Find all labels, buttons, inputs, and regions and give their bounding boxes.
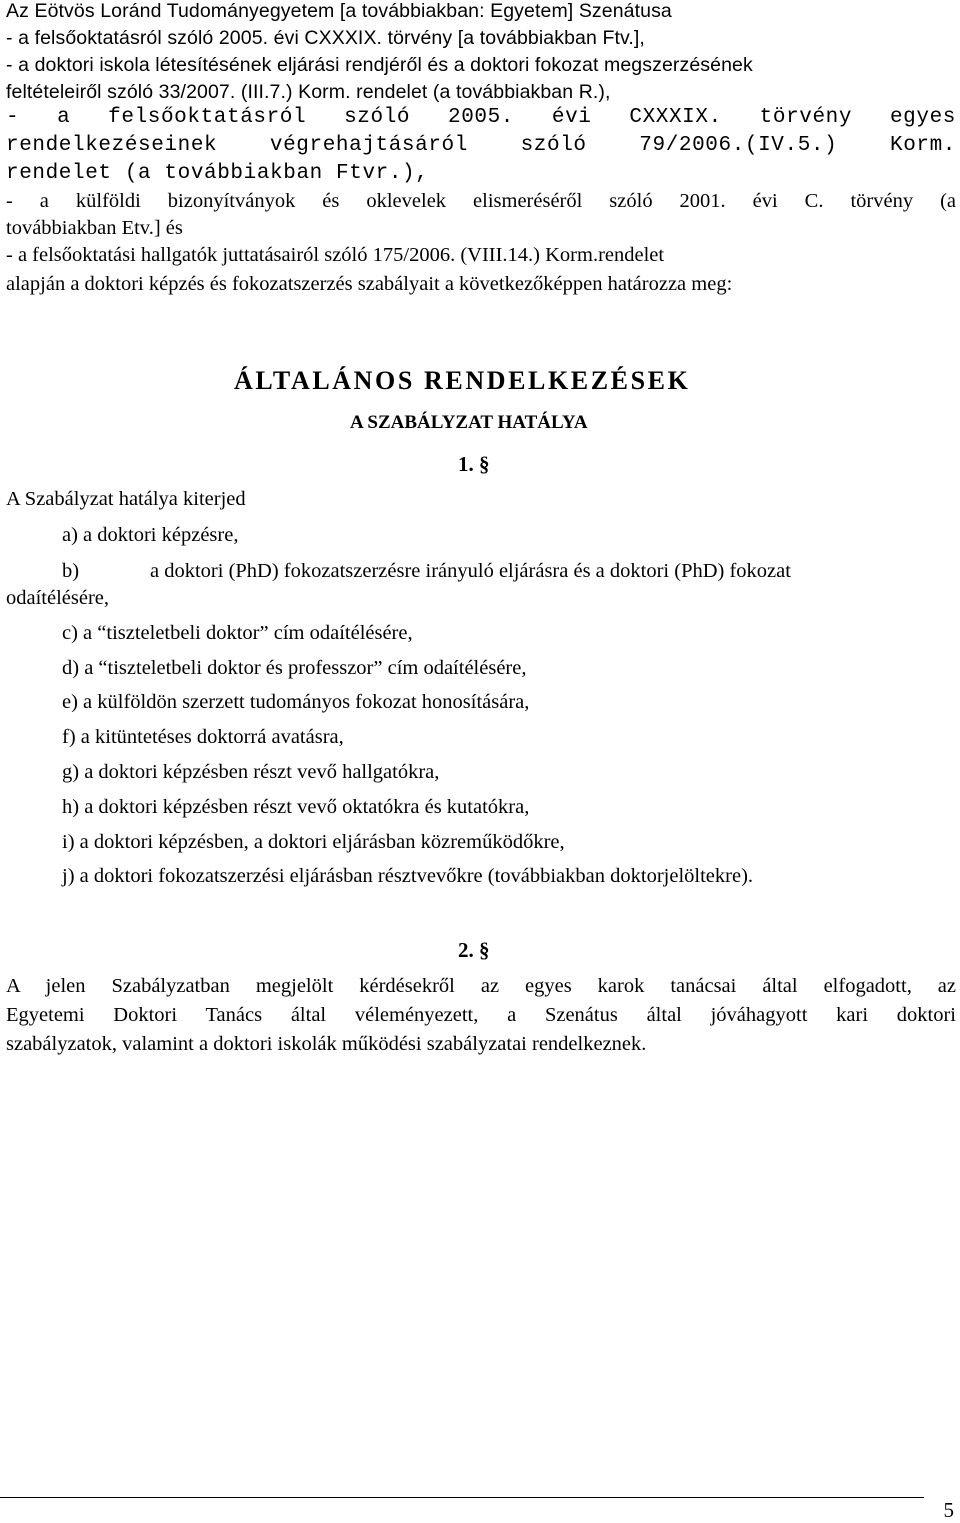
- list-item-e: e) a külföldön szerzett tudományos fokozat honosítására,: [62, 691, 530, 713]
- paragraph-1-intro: A Szabályzat hatálya kiterjed: [6, 488, 246, 510]
- list-item-f: f) a kitüntetéses doktorrá avatásra,: [62, 726, 344, 748]
- list-item-b-label: b): [62, 560, 80, 582]
- preamble-line-8: - a külföldi bizonyítványok és oklevelek elismeréséről szóló 2001. évi C. törvény (a: [6, 190, 956, 212]
- paragraph-1-number: 1. §: [458, 452, 490, 476]
- footer-rule: [0, 1497, 924, 1498]
- preamble-line-2: - a felsőoktatásról szóló 2005. évi CXXXIX. törvény [a továbbiakban Ftv.],: [6, 27, 645, 49]
- preamble-line-7: rendelet (a továbbiakban Ftvr.),: [6, 162, 429, 185]
- list-item-b-text: a doktori (PhD) fokozatszerzésre irányuló eljárásra és a doktori (PhD) fokozat: [150, 560, 791, 582]
- list-item-i: i) a doktori képzésben, a doktori eljárásban közreműködőkre,: [62, 831, 565, 853]
- section-heading: ÁLTALÁNOS RENDELKEZÉSEK: [234, 366, 691, 395]
- preamble-line-5: - a felsőoktatásról szóló 2005. évi CXXXIX. törvény egyes: [6, 106, 956, 129]
- paragraph-2-number: 2. §: [458, 938, 490, 962]
- preamble-line-9: továbbiakban Etv.] és: [6, 217, 183, 239]
- paragraph-2-line-1: A jelen Szabályzatban megjelölt kérdésekről az egyes karok tanácsai által elfogadott, az: [6, 975, 956, 997]
- section-subheading: A SZABÁLYZAT HATÁLYA: [350, 412, 588, 433]
- list-item-c: c) a “tiszteletbeli doktor” cím odaítélésére,: [62, 622, 413, 644]
- preamble-line-6: rendelkezéseinek végrehajtásáról szóló 79/2006.(IV.5.) Korm.: [6, 134, 956, 157]
- preamble-line-1: Az Eötvös Loránd Tudományegyetem [a továbbiakban: Egyetem] Szenátusa: [6, 0, 672, 22]
- list-item-a: a) a doktori képzésre,: [62, 524, 239, 546]
- preamble-line-10: - a felsőoktatási hallgatók juttatásairól szóló 175/2006. (VIII.14.) Korm.rendelet: [6, 244, 665, 266]
- list-item-d: d) a “tiszteletbeli doktor és professzor” cím odaítélésére,: [62, 657, 527, 679]
- paragraph-2-line-2: Egyetemi Doktori Tanács által véleményezett, a Szenátus által jóváhagyott kari doktori: [6, 1004, 956, 1026]
- preamble-line-11: alapján a doktori képzés és fokozatszerzés szabályait a következőképpen határozza meg:: [6, 273, 733, 295]
- preamble-line-4: feltételeiről szóló 33/2007. (III.7.) Korm. rendelet (a továbbiakban R.),: [6, 81, 611, 103]
- list-item-j: j) a doktori fokozatszerzési eljárásban résztvevőkre (továbbiakban doktorjelöltekre).: [62, 865, 754, 887]
- list-item-h: h) a doktori képzésben részt vevő oktatókra és kutatókra,: [62, 796, 530, 818]
- list-item-b-continuation: odaítélésére,: [6, 587, 110, 609]
- list-item-g: g) a doktori képzésben részt vevő hallgatókra,: [62, 761, 440, 783]
- page-number: 5: [943, 1498, 954, 1522]
- list-item-b: [62, 560, 956, 583]
- paragraph-2-line-3: szabályzatok, valamint a doktori iskolák működési szabályzatai rendelkeznek.: [6, 1033, 647, 1055]
- preamble-line-3: - a doktori iskola létesítésének eljárási rendjéről és a doktori fokozat megszerzésének: [6, 54, 753, 76]
